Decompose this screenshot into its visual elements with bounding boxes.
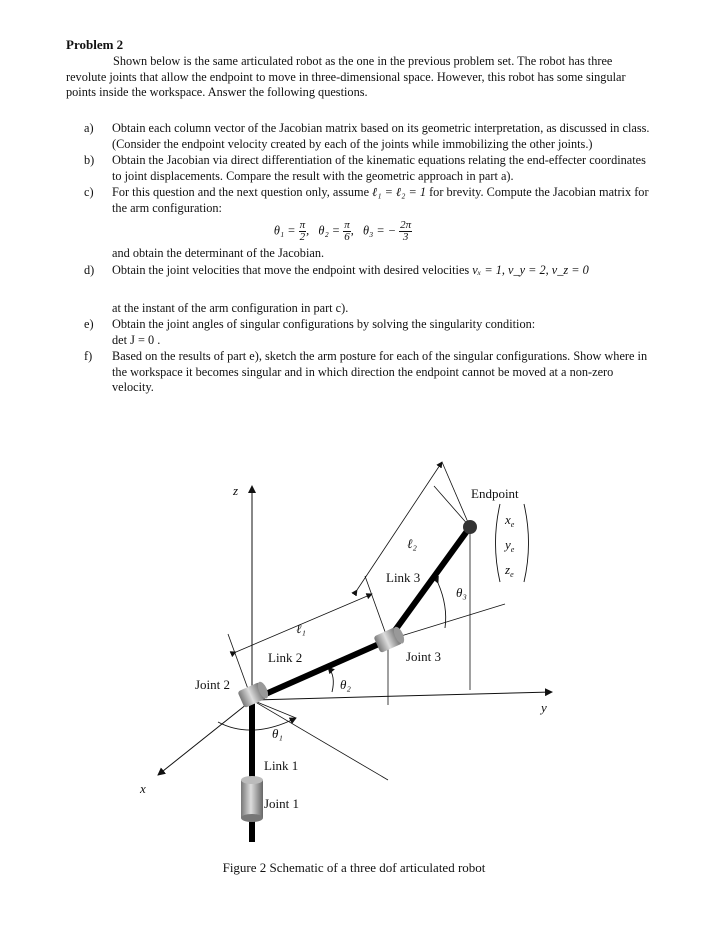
link2-bar <box>252 640 388 700</box>
joint1-label: Joint 1 <box>264 796 300 811</box>
joint2-cylinder <box>237 680 270 708</box>
x-axis <box>158 700 252 775</box>
question-text: and obtain the determinant of the Jacobian. <box>112 246 325 260</box>
theta3-arc <box>438 583 446 628</box>
l2-dimension-perp <box>434 486 470 527</box>
link3-label: Link 3 <box>386 570 421 585</box>
intro-text: Shown below is the same articulated robot as the one in the previous problem set. The robot has three revolute joints that allow the endpoint to move in three-dimensional space. However, this robot has some singular points inside the workspace. Answer the following questions. <box>66 54 626 99</box>
l1-label: ℓ₁ <box>296 621 306 636</box>
y-axis-label: y <box>541 700 547 715</box>
figure-caption: Figure 2 Schematic of a three dof articulated robot <box>222 860 486 875</box>
assumption-formula: ℓ₁ = ℓ₂ = 1 <box>372 185 426 199</box>
question-label: d) <box>84 262 95 277</box>
theta1-label: θ₁ <box>272 726 283 741</box>
link1-label: Link 1 <box>264 758 299 773</box>
question-text: Based on the results of part e), sketch the arm posture for each of the singular configurations. Show where in the workspace it becomes singular and in which direction the endpoint cannot be moved at a non-zero velocity. <box>112 349 648 394</box>
question-label: e) <box>84 317 94 331</box>
joint2-label: Joint 2 <box>195 677 231 692</box>
z-axis-label: z <box>233 483 239 498</box>
velocity-formula: vₓ = 1, v_y = 2, v_z = 0 <box>472 262 589 277</box>
question-label: c) <box>84 185 94 199</box>
determinant-condition: det J = 0 . <box>112 332 161 347</box>
endpoint-ze: $z_e$ <box>505 562 514 579</box>
question-text: For this question and the next question only, assume <box>112 185 370 199</box>
y-axis <box>252 692 552 700</box>
configuration-equation: θ₁ = $\frac{\pi}{2}$ , θ₂ = $\frac{\pi}{6}$ , θ₃ = − $\frac{2\pi}{3}$ <box>273 219 412 243</box>
question-text: Obtain the Jacobian via direct differentiation of the kinematic equations relating the end-effecter coordinates to joint displacements. Compare the result with the geometric approach in part a). <box>112 153 646 183</box>
theta2-label: θ₂ <box>340 677 351 692</box>
endpoint-xe: $x_e$ <box>505 512 515 529</box>
question-text: for brevity. Compute the Jacobian matrix for the arm configuration: <box>112 185 649 215</box>
x-axis-label: x <box>140 781 146 796</box>
ground-projection-line <box>252 700 296 718</box>
joint1-cylinder <box>241 776 263 822</box>
question-text: Obtain each column vector of the Jacobian matrix based on its geometric interpretation, as discussed in class. (Consider the endpoint velocity created by each of the joints while immobilizing the other joints.) <box>112 121 650 151</box>
endpoint-marker <box>463 520 477 534</box>
question-label: b) <box>84 153 95 167</box>
link2-label: Link 2 <box>268 650 303 665</box>
link2-extension-line <box>388 604 505 640</box>
question-text: Obtain the joint angles of singular configurations by solving the singularity condition: <box>112 317 536 331</box>
problem-title: Problem 2 <box>66 37 124 52</box>
question-text: Obtain the joint velocities that move the endpoint with desired velocities <box>112 262 470 277</box>
l1-dimension-perp-b <box>365 576 388 640</box>
endpoint-label: Endpoint <box>471 486 519 501</box>
l2-dimension-perp-b <box>442 462 470 527</box>
endpoint-ye: $y_e$ <box>505 537 515 554</box>
l2-label: ℓ₂ <box>407 536 417 551</box>
joint3-label: Joint 3 <box>406 649 442 664</box>
joint3-cylinder <box>373 625 406 653</box>
vector-bracket-right <box>524 504 529 582</box>
question-label: a) <box>84 121 94 135</box>
theta2-arc <box>328 667 333 692</box>
theta1-arc <box>218 718 296 730</box>
vector-bracket-left <box>496 504 501 582</box>
question-label: f) <box>84 349 93 363</box>
question-text: at the instant of the arm configuration in part c). <box>112 300 349 315</box>
theta3-label: θ₃ <box>456 585 467 600</box>
